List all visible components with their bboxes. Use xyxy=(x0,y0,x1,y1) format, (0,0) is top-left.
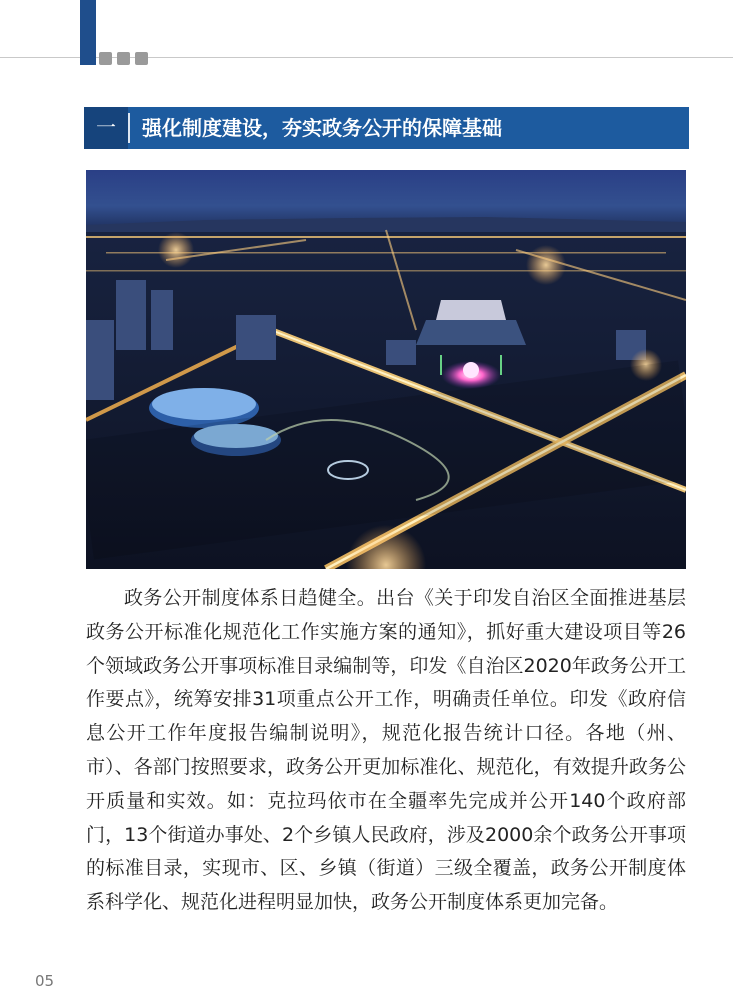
header-accent-bar xyxy=(80,0,96,65)
header-square-1 xyxy=(99,52,112,65)
section-heading-banner xyxy=(84,107,689,149)
header-square-2 xyxy=(117,52,130,65)
city-night-photo xyxy=(86,170,686,569)
body-paragraph: 政务公开制度体系日趋健全。出台《关于印发自治区全面推进基层政务公开标准化规范化工作实施方案的通知》，抓好重大建设项目等26个领域政务公开事项标准目录编制等，印发《自治区2020年政务公开工作要点》，统筹安排31项重点公开工作，明确责任单位。印发《政府信息公开工作年度报告编制说明》，规范化报告统计口径。各地（州、市）、各部门按照要求，政务公开更加标准化、规范化，有效提升政务公开质量和实效。如：克拉玛依市在全疆率先完成并公开140个政府部门，13个街道办事处、2个乡镇人民政府，涉及2000余个政务公开事项的标准目录，实现市、区、乡镇（街道）三级全覆盖，政务公开制度体系科学化、规范化进程明显加快，政务公开制度体系更加完备。 xyxy=(86,587,686,914)
page-number: 05 xyxy=(35,972,55,990)
header-square-3 xyxy=(135,52,148,65)
section-title: 强化制度建设，夯实政务公开的保障基础 xyxy=(142,116,502,140)
section-divider xyxy=(128,113,130,143)
section-index: 一 xyxy=(84,107,128,149)
